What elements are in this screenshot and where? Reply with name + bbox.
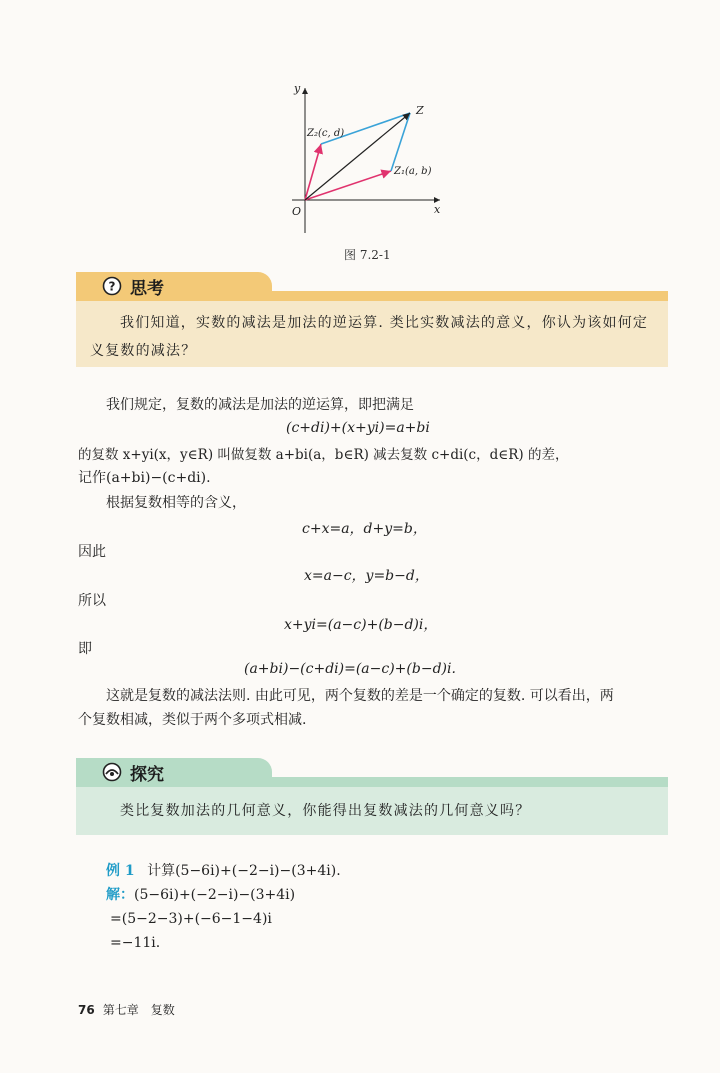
explore-box-header [76,758,272,786]
explore-box-body [76,787,668,835]
page-number: 76 [78,1003,95,1017]
example-problem: 计算(5−6i)+(−2−i)−(3+4i). [147,863,341,879]
origin-label: O [292,205,302,218]
y-label: y [294,82,301,95]
paragraph-3: 记作(a+bi)−(c+di). [78,470,211,486]
paragraph-2: 的复数 x+yi(x，y∈R) 叫做复数 a+bi(a，b∈R) 减去复数 c+di(c，d∈R) 的差， [78,447,569,463]
formula-1: (c+di)+(x+yi)=a+bi [286,420,430,436]
z1-label: Z₁(a, b) [394,166,432,177]
think-box-header [76,272,272,300]
paragraph-1: 我们规定，复数的减法是加法的逆运算，即把满足 [106,397,414,413]
paragraph-8: 这就是复数的减法法则. 由此可见，两个复数的差是一个确定的复数. 可以看出，两 [106,688,614,704]
example-label: 例 1 [106,863,135,879]
question-icon [102,276,122,296]
explore-text: 类比复数加法的几何意义，你能得出复数减法的几何意义吗？ [120,803,531,819]
solution-step-3: =−11i. [110,935,161,951]
vector-z [305,113,410,200]
solution-label: 解： [106,887,134,903]
solution-line-1 [106,884,295,906]
solution-step-1: (5−6i)+(−2−i)−(3+4i) [134,887,296,903]
vector-z2 [305,144,321,200]
think-box-body [76,301,668,367]
z-label: Z [416,104,424,117]
page-footer [78,1001,175,1018]
formula-3: x=a−c，y=b−d， [304,568,429,584]
think-text: 我们知道，实数的减法是加法的逆运算. 类比实数减法的意义，你认为该如何定义复数的减法？ [90,315,649,359]
explore-title: 探究 [130,764,164,785]
figure-caption: 图 7.2-1 [344,248,391,262]
chapter-title: 第七章 复数 [102,1003,175,1017]
complex-plane-figure [270,78,460,238]
z2-label: Z₂(c, d) [307,128,345,139]
svg-text:?: ? [108,279,116,294]
x-label: x [434,203,441,216]
explore-icon [102,762,122,782]
formula-5: (a+bi)−(c+di)=(a−c)+(b−d)i. [244,661,456,677]
formula-2: c+x=a，d+y=b， [302,521,427,537]
paragraph-6: 所以 [78,593,106,609]
vector-z1 [305,171,391,200]
formula-4: x+yi=(a−c)+(b−d)i， [284,617,438,633]
paragraph-7: 即 [78,641,92,657]
paragraph-4: 根据复数相等的含义， [106,495,246,511]
paragraph-5: 因此 [78,544,106,560]
side-z1-z [391,113,410,171]
think-title: 思考 [130,278,164,299]
paragraph-9: 个复数相减，类似于两个多项式相减. [78,712,307,728]
example-1 [106,860,341,882]
solution-step-2: =(5−2−3)+(−6−1−4)i [110,911,272,927]
